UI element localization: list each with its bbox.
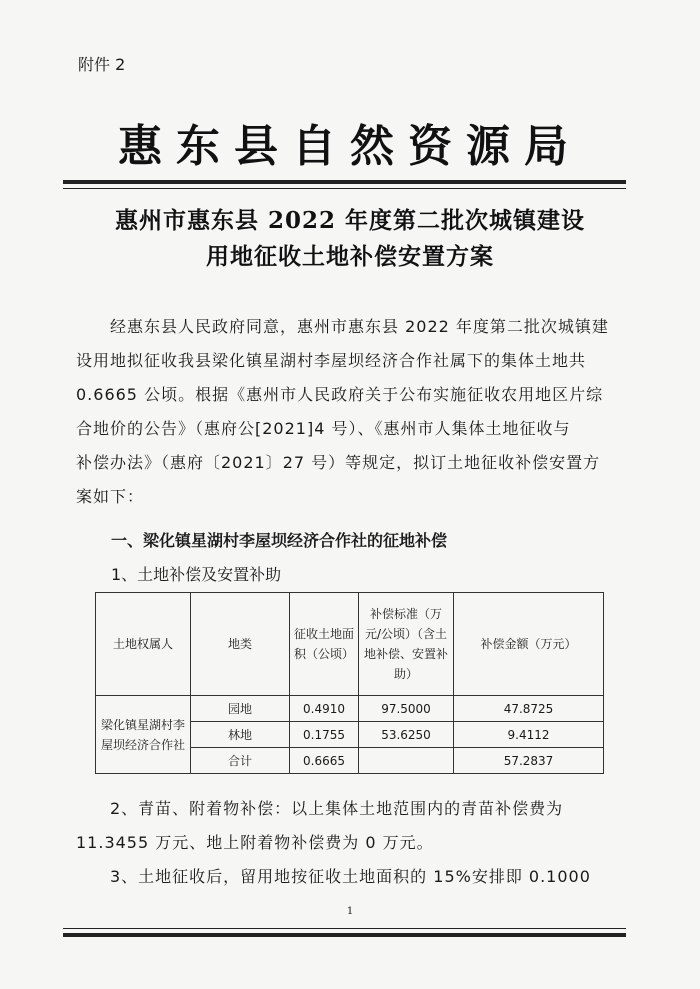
paragraph-3 — [76, 860, 632, 894]
cell-area: 0.4910 — [290, 696, 359, 722]
cell-area: 0.1755 — [290, 722, 359, 748]
cell-amount: 47.8725 — [454, 696, 604, 722]
intro-line: 经惠东县人民政府同意，惠州市惠东县 2022 年度第二批次城镇建 — [110, 317, 609, 336]
cell-owner: 梁化镇星湖村李屋坝经济合作社 — [96, 696, 191, 774]
subsection-heading: 1、土地补偿及安置补助 — [111, 565, 282, 584]
cell-amount: 9.4112 — [454, 722, 604, 748]
cell-area: 0.6665 — [290, 748, 359, 774]
table-header-row — [96, 593, 604, 696]
organization-name: 惠东县自然资源局 — [118, 121, 582, 172]
intro-line: 合地价的公告》（惠府公[2021]4 号）、《惠州市人集体土地征收与 — [76, 419, 571, 438]
document-title-line2: 用地征收土地补偿安置方案 — [206, 243, 494, 270]
attachment-label: 附件 2 — [78, 55, 126, 74]
paragraph-line: 3、土地征收后，留用地按征收土地面积的 15%安排即 0.1000 — [110, 867, 591, 886]
intro-line: 设用地拟征收我县梁化镇星湖村李屋坝经济合作社属下的集体土地共 — [76, 351, 587, 370]
footer-rule-thick — [63, 933, 626, 937]
cell-standard — [359, 748, 454, 774]
header-rule-thin — [63, 188, 626, 189]
intro-line: 案如下： — [76, 487, 145, 506]
intro-line: 0.6665 公顷。根据《惠州市人民政府关于公布实施征收农用地区片综 — [76, 385, 604, 404]
section-heading: 一、梁化镇星湖村李屋坝经济合作社的征地补偿 — [111, 531, 448, 550]
paragraph-line: 2、青苗、附着物补偿：以上集体土地范围内的青苗补偿费为 — [110, 799, 564, 818]
document-title-line1: 惠州市惠东县 2022 年度第二批次城镇建设 — [114, 207, 586, 234]
footer-rule-thin — [63, 928, 626, 929]
table-row — [96, 696, 604, 722]
cell-amount: 57.2837 — [454, 748, 604, 774]
paragraph-2 — [76, 792, 632, 860]
cell-land-type: 合计 — [191, 748, 290, 774]
page-number: 1 — [346, 906, 354, 917]
cell-land-type: 林地 — [191, 722, 290, 748]
paragraph-line: 11.3455 万元、地上附着物补偿费为 0 万元。 — [76, 833, 434, 852]
intro-paragraph — [76, 310, 632, 514]
cell-land-type: 园地 — [191, 696, 290, 722]
header-standard: 补偿标准（万元/公顷）（含土地补偿、安置补助） — [359, 593, 454, 696]
header-owner: 土地权属人 — [96, 593, 191, 696]
intro-line: 补偿办法》（惠府〔2021〕27 号）等规定，拟订土地征收补偿安置方 — [76, 453, 601, 472]
cell-standard: 53.6250 — [359, 722, 454, 748]
compensation-table — [95, 592, 604, 774]
cell-standard: 97.5000 — [359, 696, 454, 722]
header-amount: 补偿金额（万元） — [454, 593, 604, 696]
header-land-type: 地类 — [191, 593, 290, 696]
header-area: 征收土地面积（公顷） — [290, 593, 359, 696]
header-rule-thick — [63, 180, 626, 184]
